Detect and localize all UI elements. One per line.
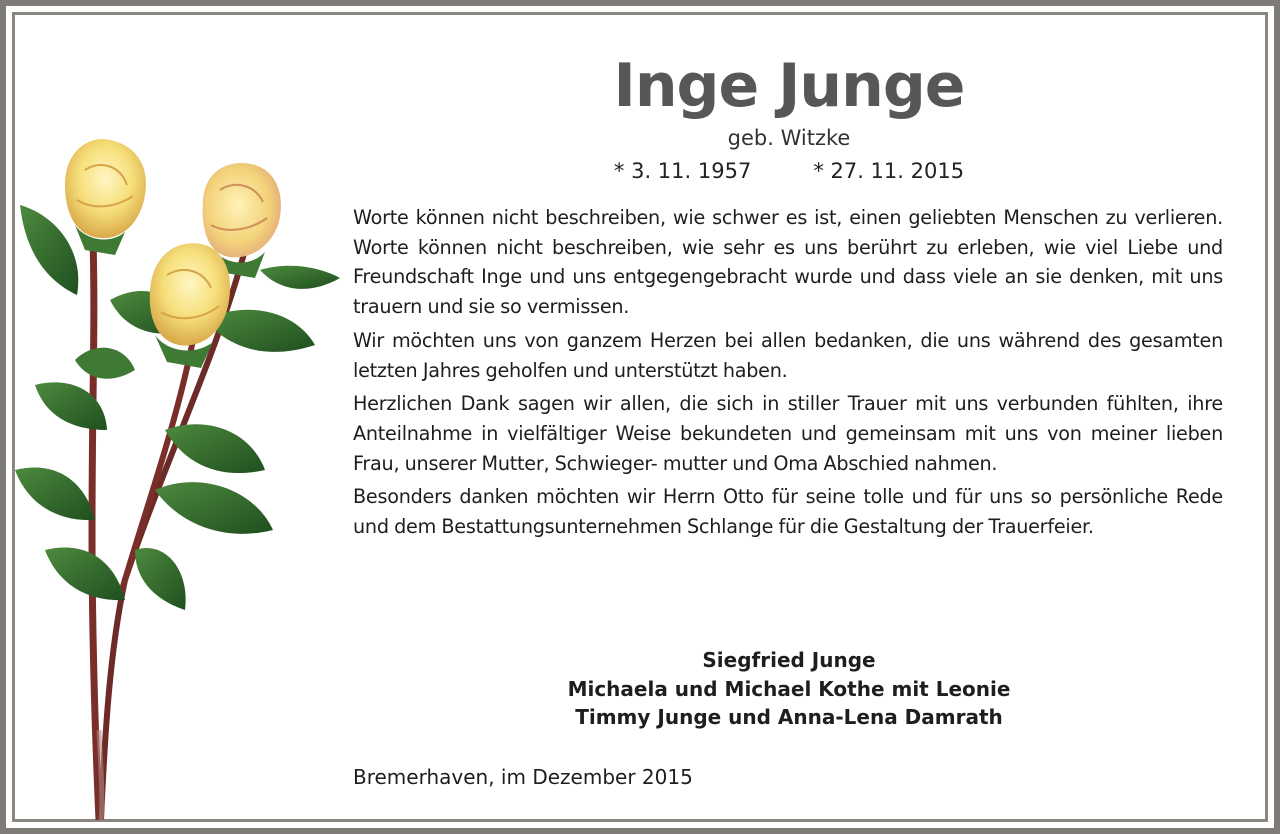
paragraph-2: Wir möchten uns von ganzem Herzen bei allen bedanken, die uns während des gesamten letzten Jahres geholfen und unterstützt haben. xyxy=(353,328,1223,382)
place-and-date: Bremerhaven, im Dezember 2015 xyxy=(353,765,693,789)
signer-line-1: Siegfried Junge xyxy=(702,648,876,672)
yellow-roses-icon xyxy=(15,130,345,820)
signer-line-3: Timmy Junge und Anna-Lena Damrath xyxy=(575,705,1003,729)
thank-you-text xyxy=(353,203,1223,546)
paragraph-3: Herzlichen Dank sagen wir allen, die sich in stiller Trauer mit uns verbunden fühlten, ihre Anteilnahme in vielfältiger Weise bekundeten und gemeinsam mit uns von meiner lieben Frau, unserer Mutter, Schwieger- mutter und Oma Abschied nahmen. xyxy=(353,392,1223,475)
maiden-name: geb. Witzke xyxy=(727,126,851,150)
paragraph-1: Worte können nicht beschreiben, wie schwer es ist, einen geliebten Menschen zu verlieren. Worte können nicht beschreiben, wie sehr es uns berührt zu erleben, wie viel Liebe und Freundschaft Inge und uns entgegengebracht wurde und dass viele an sie denken, mit uns trauern und sie so vermissen. xyxy=(353,206,1223,319)
death-date: * 27. 11. 2015 xyxy=(813,159,965,183)
signer-line-2: Michaela und Michael Kothe mit Leonie xyxy=(567,676,1011,701)
signers-block xyxy=(346,646,1232,732)
life-dates xyxy=(346,156,1232,186)
paragraph-4: Besonders danken möchten wir Herrn Otto für seine tolle und für uns so persönliche Rede und dem Bestattungsunternehmen Schlange für die Gestaltung der Trauerfeier. xyxy=(353,485,1223,539)
birth-date: * 3. 11. 1957 xyxy=(613,159,752,183)
deceased-name: Inge Junge xyxy=(613,51,965,121)
